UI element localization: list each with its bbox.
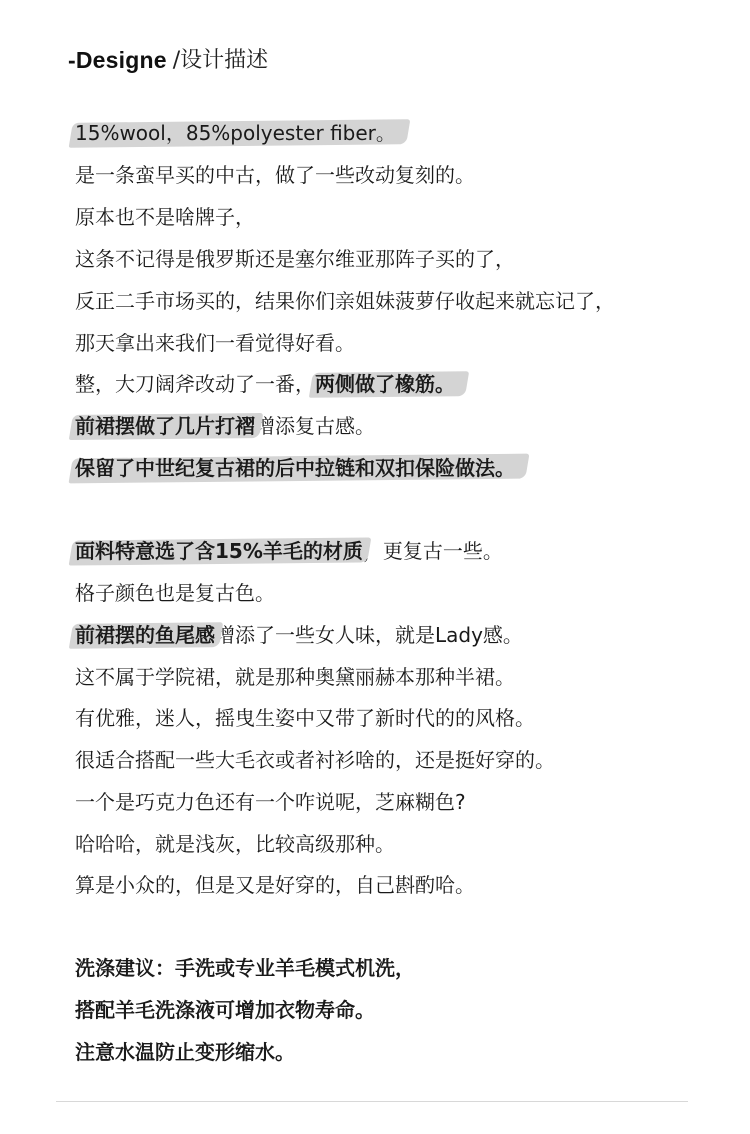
description-line: 哈哈哈，就是浅灰，比较高级那种。 (75, 832, 395, 856)
description-line: 有优雅，迷人，摇曳生姿中又带了新时代的的风格。 (75, 706, 535, 730)
highlight-zipper (75, 451, 515, 485)
description-line: 反正二手市场买的，结果你们亲姐妹菠萝仔收起来就忘记了， (75, 289, 615, 313)
highlight-pleats (75, 409, 255, 443)
care-line (75, 1035, 295, 1069)
material-line (75, 116, 396, 150)
description-line: 这条不记得是俄罗斯还是塞尔维亚那阵子买的了， (75, 247, 515, 271)
description-line: 格子颜色也是复古色。 (75, 581, 275, 605)
plain-text: ，更复古一些。 (362, 539, 503, 563)
bold-text: 保留了中世纪复古裙的后中拉链和双扣保险做法。 (75, 456, 515, 480)
section-heading (68, 38, 268, 74)
highlight-fabric (75, 534, 363, 568)
care-text: 洗涤建议：手洗或专业羊毛模式机洗， (75, 956, 415, 980)
heading-title-en: -Designe (68, 47, 167, 73)
highlight-elastic-sides (315, 367, 455, 401)
bold-text: 面料特意选了含15%羊毛的材质 (75, 539, 363, 563)
description-line (75, 534, 503, 568)
bold-text: 前裙摆的鱼尾感 (75, 623, 215, 647)
description-line (75, 409, 375, 443)
description-line (75, 618, 523, 652)
care-line (75, 951, 415, 985)
care-text: 注意水温防止变形缩水。 (75, 1040, 295, 1064)
heading-title-cn: /设计描述 (172, 48, 269, 73)
footer-divider (56, 1101, 688, 1102)
bold-text: 两侧做了橡筋。 (315, 372, 455, 396)
description-line (75, 367, 455, 401)
bold-text: 前裙摆做了几片打褶 (75, 414, 255, 438)
description-line: 是一条蛮早买的中古，做了一些改动复刻的。 (75, 163, 475, 187)
description-line: 算是小众的，但是又是好穿的，自己斟酌哈。 (75, 873, 475, 897)
plain-text: 增添了一些女人味，就是Lady感。 (215, 623, 523, 647)
highlight-fishtail (75, 618, 215, 652)
care-text: 搭配羊毛洗涤液可增加衣物寿命。 (75, 998, 375, 1022)
plain-text: 整，大刀阔斧改动了一番， (75, 372, 315, 396)
care-line (75, 993, 375, 1027)
plain-text: 增添复古感。 (255, 414, 375, 438)
description-line: 很适合搭配一些大毛衣或者衬衫啥的，还是挺好穿的。 (75, 748, 555, 772)
highlight-material: 15%wool，85%polyester fiber。 (75, 116, 396, 150)
description-line: 这不属于学院裙，就是那种奥黛丽赫本那种半裙。 (75, 665, 515, 689)
description-line: 原本也不是啥牌子， (75, 205, 255, 229)
description-line: 那天拿出来我们一看觉得好看。 (75, 331, 355, 355)
description-line: 一个是巧克力色还有一个咋说呢，芝麻糊色? (75, 790, 466, 814)
description-line (75, 451, 515, 485)
